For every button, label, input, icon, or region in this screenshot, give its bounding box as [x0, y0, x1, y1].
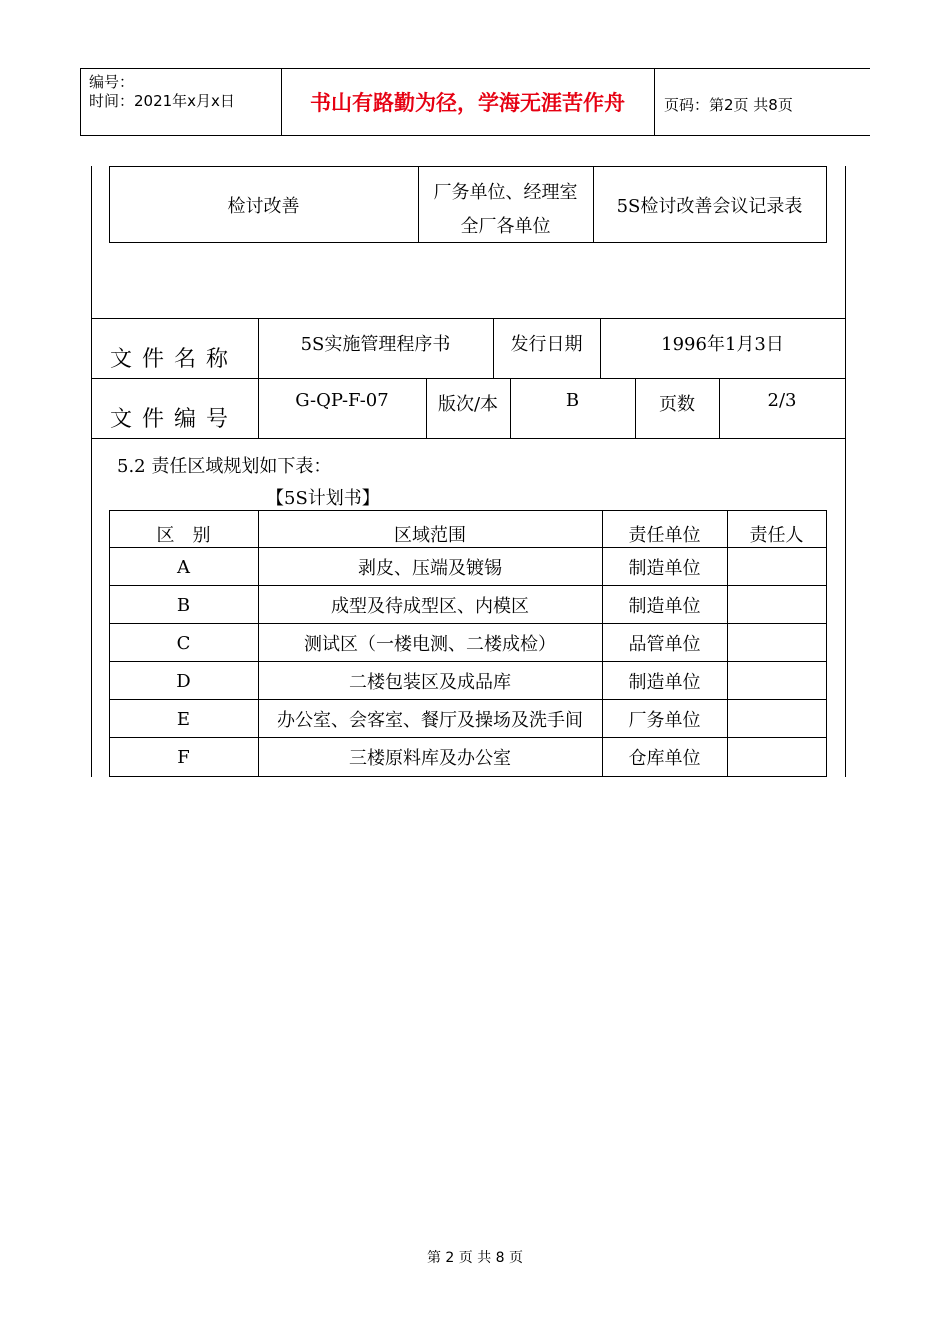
document-code-value: G-QP-F-07: [295, 390, 389, 411]
column-header-unit: 责任单位: [628, 524, 701, 546]
unit-cell: 品管单位: [628, 634, 701, 655]
issue-date-value: 1996年1月3日: [661, 334, 784, 355]
unit-cell: 制造单位: [628, 596, 701, 617]
version-label: 版次/本: [437, 394, 499, 415]
zone-cell: B: [176, 594, 191, 616]
document-code-label: 文件编号: [110, 407, 239, 432]
column-header-zone: 区 别: [156, 524, 211, 546]
zone-cell: C: [176, 632, 191, 654]
version-value: B: [565, 390, 580, 411]
area-cell: 三楼原料库及办公室: [349, 748, 511, 769]
zone-cell: A: [177, 556, 190, 578]
responsible-units-line-1: 厂务单位、经理室: [433, 182, 578, 203]
frame-right-line: [845, 166, 846, 777]
zone-cell: E: [176, 708, 191, 730]
person-cell: [727, 738, 826, 776]
zone-cell: D: [176, 670, 191, 692]
meeting-record-form: 5S检讨改善会议记录表: [616, 195, 803, 217]
unit-cell: 仓库单位: [628, 748, 701, 769]
column-header-person: 责任人: [749, 524, 804, 546]
document-name-value: 5S实施管理程序书: [300, 334, 451, 355]
issue-date-label: 发行日期: [510, 334, 583, 355]
frame-left-line: [91, 166, 92, 777]
plan-title: 【5S计划书】: [266, 488, 380, 509]
person-cell: [727, 548, 826, 586]
pages-label: 页数: [659, 394, 695, 415]
unit-cell: 制造单位: [628, 558, 701, 579]
person-cell: [727, 662, 826, 700]
column-header-area: 区域范围: [394, 524, 466, 546]
section-heading: 5.2 责任区域规划如下表：: [117, 456, 332, 477]
area-cell: 测试区（一楼电测、二楼成检）: [304, 634, 556, 655]
unit-cell: 厂务单位: [628, 710, 701, 731]
page-number-label: 页码：第2页 共8页: [664, 96, 793, 114]
responsible-units: [418, 176, 593, 244]
page-footer: 第 2 页 共 8 页: [426, 1250, 524, 1266]
header-motto: 书山有路勤为径，学海无涯苦作舟: [310, 91, 625, 115]
area-cell: 成型及待成型区、内模区: [331, 596, 529, 617]
unit-cell: 制造单位: [628, 672, 701, 693]
person-cell: [727, 624, 826, 662]
document-name-label: 文件名称: [110, 347, 239, 372]
area-cell: 办公室、会客室、餐厅及操场及洗手间: [277, 710, 583, 731]
document-date-label: 时间：2021年x月x日: [89, 92, 235, 110]
review-item: 检讨改善: [227, 195, 300, 217]
area-cell: 二楼包装区及成品库: [349, 672, 511, 693]
zone-cell: F: [177, 746, 190, 768]
area-cell: 剥皮、压端及镀锡: [358, 558, 502, 579]
document-number-label: 编号：: [89, 73, 135, 91]
person-cell: [727, 586, 826, 624]
pages-value: 2/3: [767, 390, 797, 411]
responsible-units-line-2: 全厂各单位: [460, 216, 551, 237]
person-cell: [727, 700, 826, 738]
